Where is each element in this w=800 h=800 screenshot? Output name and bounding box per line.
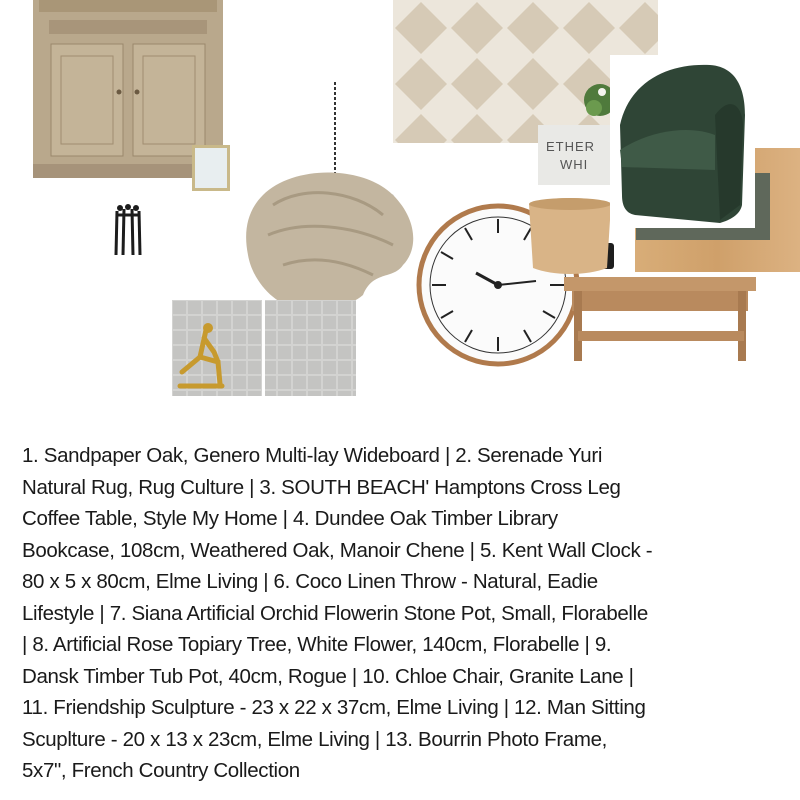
caption-line: 1. Sandpaper Oak, Genero Multi-lay Wideboard | 2. Serenade Yuri — [22, 444, 603, 467]
caption-line: Natural Rug, Rug Culture | 3. SOUTH BEACH' Hamptons Cross Leg — [22, 475, 621, 499]
caption-line: Lifestyle | 7. Siana Artificial Orchid Flowerin Stone Pot, Small, Florabelle — [22, 601, 648, 625]
caption-line: Scuplture - 20 x 13 x 23cm, Elme Living | 13. Bourrin Photo Frame, — [22, 727, 607, 751]
caption-line: | 8. Artificial Rose Topiary Tree, White Flower, 140cm, Florabelle | 9. — [22, 633, 612, 656]
product-list-caption — [22, 440, 797, 787]
art-print-line2: WHI — [560, 157, 589, 172]
chloe-chair-image — [610, 55, 755, 228]
chair-card — [610, 55, 755, 228]
caption-line: 80 x 5 x 80cm, Elme Living | 6. Coco Linen Throw - Natural, Eadie — [22, 570, 598, 593]
caption-line: 11. Friendship Sculpture - 23 x 22 x 37cm, Elme Living | 12. Man Sitting — [22, 696, 646, 719]
linen-throw-image — [243, 165, 423, 313]
timber-tub-pot-image — [527, 196, 613, 276]
photo-frame-image — [192, 145, 230, 191]
caption-line: Coffee Table, Style My Home | 4. Dundee Oak Timber Library — [22, 507, 558, 530]
caption-line: 5x7", French Country Collection — [22, 759, 300, 782]
caption-line: Bookcase, 108cm, Weathered Oak, Manoir Chene | 5. Kent Wall Clock - — [22, 538, 653, 562]
caption-line: Dansk Timber Tub Pot, 40cm, Rogue | 10. Chloe Chair, Granite Lane | — [22, 664, 634, 688]
art-print-line1: ETHER — [546, 139, 596, 154]
coffee-table-image — [564, 273, 756, 363]
man-sitting-sculpture-image — [176, 322, 226, 392]
friendship-sculpture-image — [112, 203, 144, 257]
